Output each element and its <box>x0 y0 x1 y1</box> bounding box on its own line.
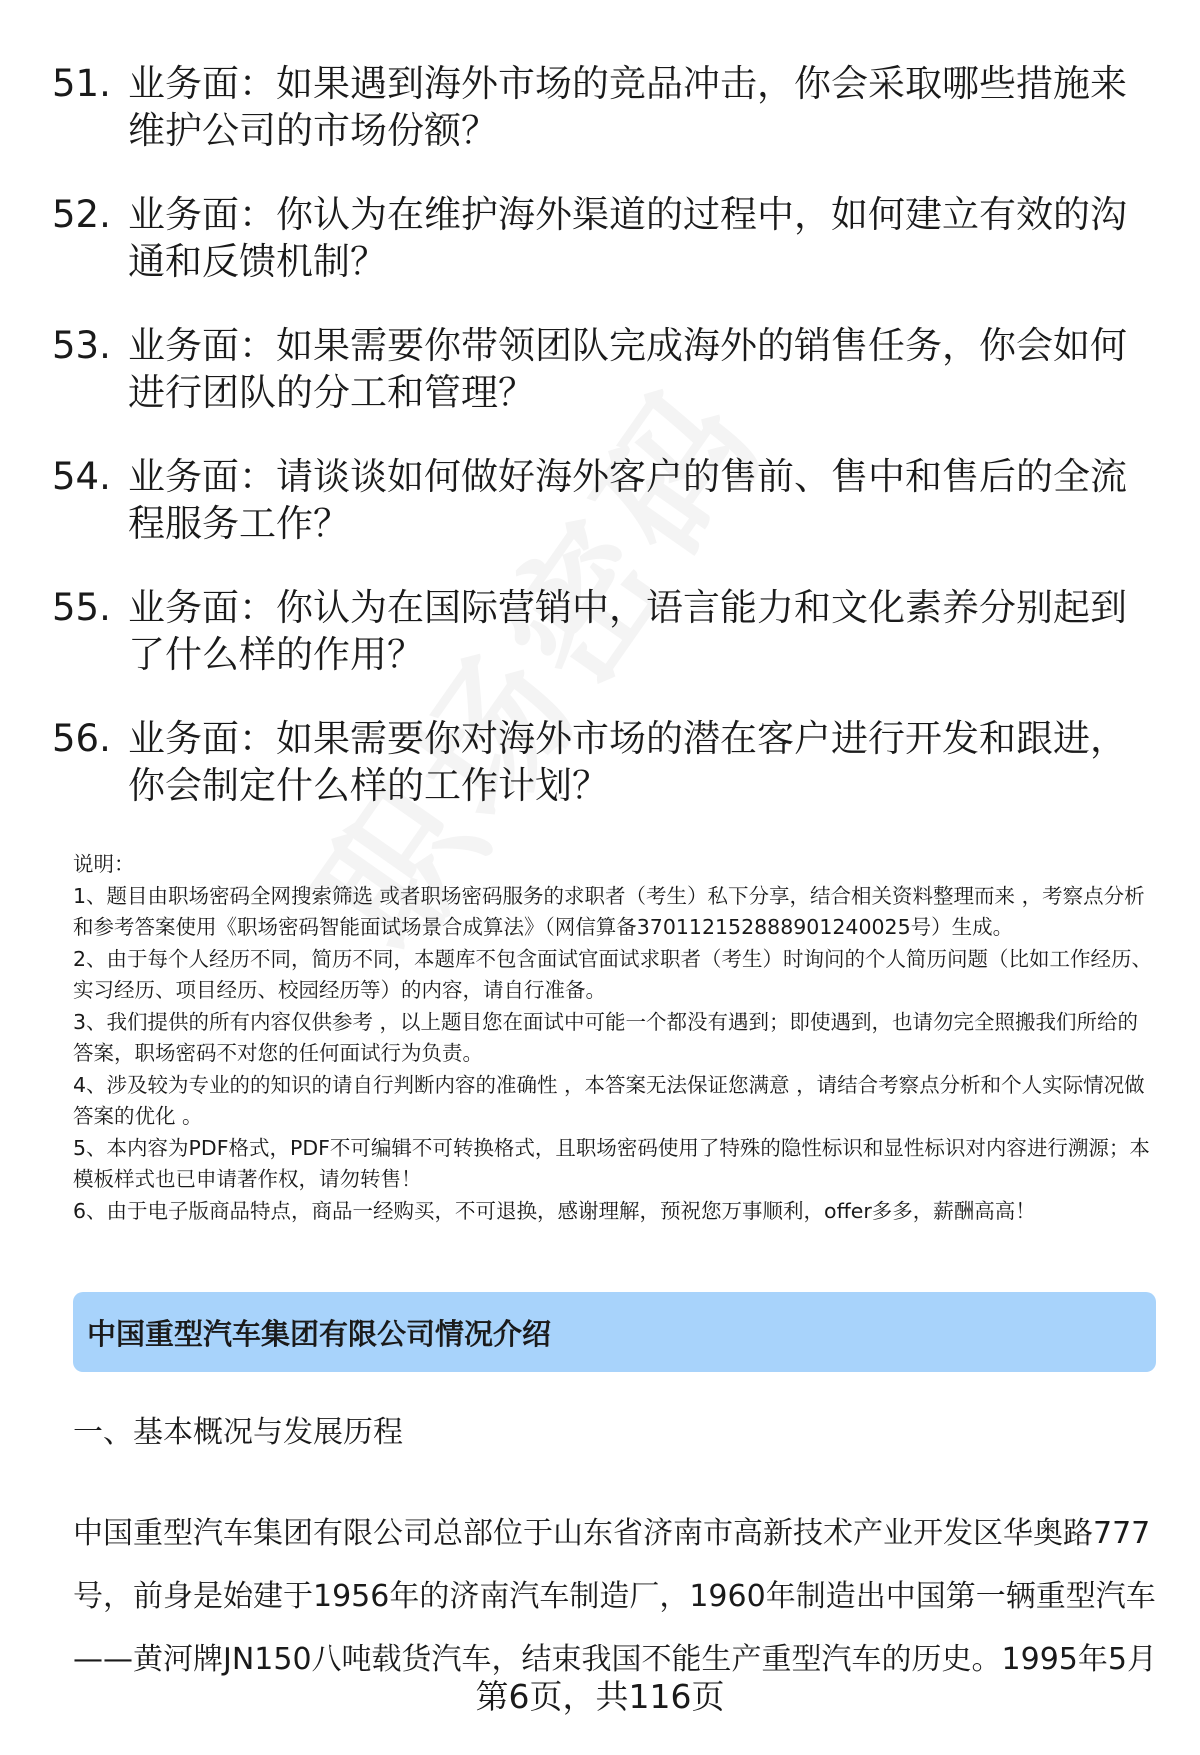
company-title-bar <box>73 1292 1156 1372</box>
question-item <box>52 715 1142 809</box>
note-item: 4、涉及较为专业的的知识的请自行判断内容的准确性 ，本答案无法保证您满意 ，请结合考察点分析和个人实际情况做答案的优化 。 <box>73 1072 1145 1128</box>
note-item: 3、我们提供的所有内容仅供参考 ，以上题目您在面试中可能一个都没有遇到；即使遇到，也请勿完全照搬我们所给的答案，职场密码不对您的任何面试行为负责。 <box>73 1009 1139 1065</box>
company-intro <box>73 1502 1157 1691</box>
question-list <box>52 60 1142 846</box>
question-number: 54. <box>52 455 111 498</box>
question-text: 业务面：你认为在维护海外渠道的过程中，如何建立有效的沟通和反馈机制？ <box>128 193 1127 283</box>
page-number: 第6页，共116页 <box>475 1677 725 1716</box>
notes-title: 说明： <box>73 852 135 876</box>
question-number: 53. <box>52 324 111 367</box>
note-item: 1、题目由职场密码全网搜索筛选 或者职场密码服务的求职者（考生）私下分享，结合相关资料整理而来 ，考察点分析和参考答案使用《职场密码智能面试场景合成算法》（网信算备370112152888901240025号）生成。 <box>73 883 1145 939</box>
notes-section <box>73 849 1153 1227</box>
intro-line: 中国重型汽车集团有限公司总部位于山东省济南市高新技术产业开发区华奥路777 <box>73 1516 1151 1551</box>
question-number: 56. <box>52 717 111 760</box>
question-item <box>52 453 1142 547</box>
note-item: 6、由于电子版商品特点，商品一经购买，不可退换，感谢理解，预祝您万事顺利，offer多多，薪酬高高！ <box>73 1198 1036 1223</box>
intro-line: ——黄河牌JN150八吨载货汽车，结束我国不能生产重型汽车的历史。1995年5月 <box>73 1642 1157 1677</box>
question-number: 55. <box>52 586 111 629</box>
section-heading: 一、基本概况与发展历程 <box>73 1415 403 1450</box>
question-text: 业务面：如果需要你带领团队完成海外的销售任务，你会如何进行团队的分工和管理？ <box>128 324 1127 414</box>
company-title: 中国重型汽车集团有限公司情况介绍 <box>87 1316 552 1351</box>
question-text: 业务面：你认为在国际营销中，语言能力和文化素养分别起到了什么样的作用？ <box>128 586 1127 676</box>
question-number: 51. <box>52 62 111 105</box>
question-text: 业务面：如果遇到海外市场的竞品冲击，你会采取哪些措施来维护公司的市场份额？ <box>128 62 1127 152</box>
intro-line: 号，前身是始建于1956年的济南汽车制造厂，1960年制造出中国第一辆重型汽车 <box>73 1579 1156 1614</box>
question-item <box>52 60 1142 154</box>
question-item <box>52 584 1142 678</box>
question-text: 业务面：请谈谈如何做好海外客户的售前、售中和售后的全流程服务工作？ <box>128 455 1127 545</box>
note-item: 2、由于每个人经历不同，简历不同，本题库不包含面试官面试求职者（考生）时询问的个人简历问题（比如工作经历、实习经历、项目经历、校园经历等）的内容，请自行准备。 <box>73 946 1153 1002</box>
question-item <box>52 191 1142 285</box>
note-item: 5、本内容为PDF格式，PDF不可编辑不可转换格式，且职场密码使用了特殊的隐性标识和显性标识对内容进行溯源；本模板样式也已申请著作权，请勿转售！ <box>73 1135 1150 1191</box>
question-item <box>52 322 1142 416</box>
question-text: 业务面：如果需要你对海外市场的潜在客户进行开发和跟进，你会制定什么样的工作计划？ <box>128 717 1127 807</box>
question-number: 52. <box>52 193 111 236</box>
